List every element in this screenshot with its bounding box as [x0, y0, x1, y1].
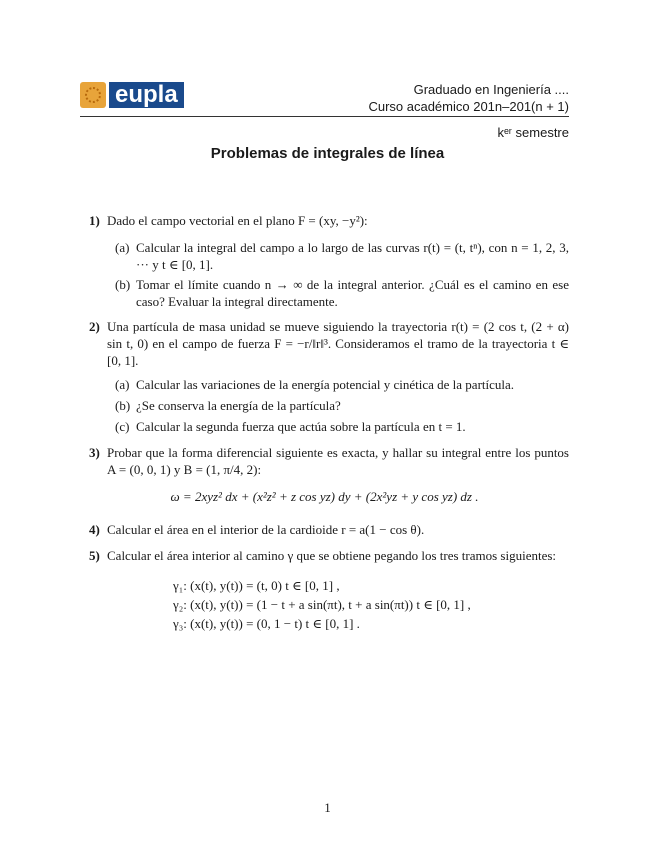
header-course: Curso académico 201n–201(n + 1): [368, 99, 569, 114]
problem-2a-label: (a): [115, 377, 130, 392]
problem-1b-label: (b): [115, 277, 131, 292]
header-rule: [80, 116, 569, 117]
problem-4-number: 4): [89, 522, 100, 537]
problem-1a-label: (a): [115, 240, 130, 255]
page-number: 1: [324, 800, 331, 815]
header-semester: kᵉʳ semestre: [497, 125, 569, 140]
problem-4-text: Calcular el área en el interior de la cardioide r = a(1 − cos θ).: [107, 522, 425, 537]
problem-2b-text: ¿Se conserva la energía de la partícula?: [136, 398, 341, 413]
problem-5-text: Calcular el área interior al camino γ que se obtiene pegando los tres tramos siguientes:: [107, 548, 557, 563]
eupla-logo: [80, 80, 190, 110]
problem-1-text: Dado el campo vectorial en el plano F = (xy, −y²):: [107, 213, 368, 228]
problem-1-number: 1): [89, 213, 100, 228]
logo-emblem-icon: [80, 82, 106, 108]
problem-2a-text: Calcular las variaciones de la energía potencial y cinética de la partícula.: [136, 377, 515, 392]
problem-2-number: 2): [89, 319, 100, 334]
problem-2c-label: (c): [115, 419, 130, 434]
page-title: Problemas de integrales de línea: [210, 145, 445, 162]
problem-3-number: 3): [89, 445, 100, 460]
problem-1b-text: Tomar el límite cuando n → ∞ de la integral anterior. ¿Cuál es el camino en ese caso? Evaluar la integral directamente.: [136, 277, 569, 309]
problem-3-text: Probar que la forma diferencial siguiente es exacta, y hallar su integral entre los puntos A = (0, 0, 1) y B = (1, π/4, 2):: [107, 445, 569, 477]
gamma-2-equation: γ₂: (x(t), y(t)) = (1 − t + a sin(πt), t + a sin(πt)) t ∈ [0, 1] ,: [173, 597, 471, 612]
problem-5-number: 5): [89, 548, 100, 563]
problem-2b-label: (b): [115, 398, 131, 413]
problem-1a-text: Calcular la integral del campo a lo largo de las curvas r(t) = (t, tⁿ), con n = 1, 2, 3, ··· y t ∈ [0, 1].: [136, 240, 569, 272]
logo-text: eupla: [109, 82, 184, 108]
gamma-3-equation: γ₃: (x(t), y(t)) = (0, 1 − t) t ∈ [0, 1] .: [173, 616, 360, 631]
problem-2-text: Una partícula de masa unidad se mueve siguiendo la trayectoria r(t) = (2 cos t, (2 + α) sin t, 0) en el campo de fuerza F = −r/‖r‖³. Consideramos el tramo de la trayectoria t ∈ [0, 1].: [107, 319, 569, 368]
header-degree: Graduado en Ingeniería ....: [413, 82, 569, 97]
problem-3-formula: ω = 2xyz² dx + (x²z² + z cos yz) dy + (2x²yz + y cos yz) dz .: [170, 489, 479, 504]
problem-2c-text: Calcular la segunda fuerza que actúa sobre la partícula en t = 1.: [136, 419, 466, 434]
gamma-1-equation: γ₁: (x(t), y(t)) = (t, 0) t ∈ [0, 1] ,: [173, 578, 340, 593]
